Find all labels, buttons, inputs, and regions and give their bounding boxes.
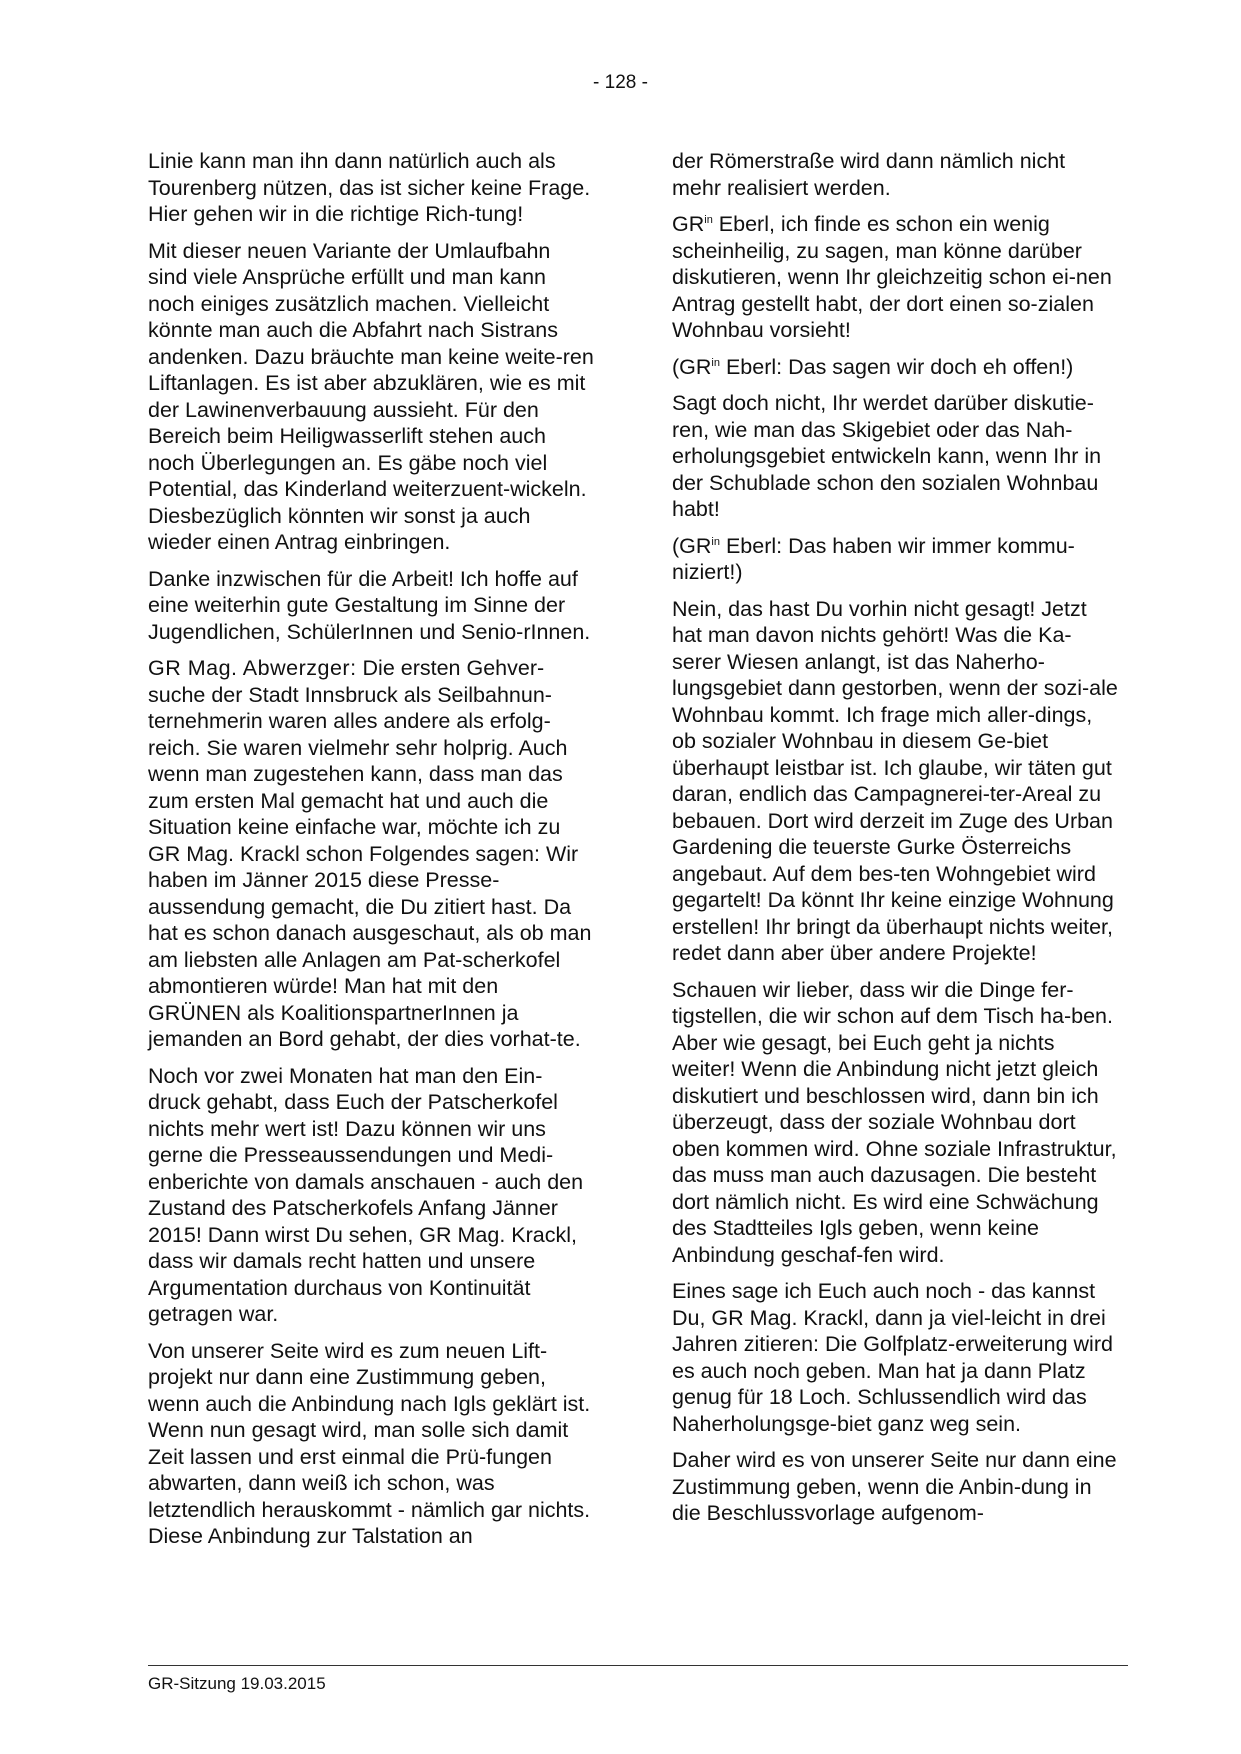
paragraph: Danke inzwischen für die Arbeit! Ich hoffe auf eine weiterhin gute Gestaltung im Sinne der Jugendlichen, SchülerInnen und Senio-rInnen. bbox=[148, 566, 591, 644]
interjection bbox=[672, 354, 1118, 381]
speech-text: Eberl: Das haben wir immer kommu-niziert!) bbox=[672, 533, 1075, 584]
speaker-prefix: GR bbox=[672, 212, 705, 236]
interjection bbox=[672, 533, 1118, 586]
paragraph: Eines sage ich Euch auch noch - das kannst Du, GR Mag. Krackl, dann ja viel-leicht in drei Jahren zitieren: Die Golfplatz-erweiterung wird es auch noch geben. Man hat ja dann Platz genug für 18 Loch. Schlussendlich wird das Naherholungsge-biet ganz weg sein. bbox=[672, 1279, 1113, 1436]
paragraph: Schauen wir lieber, dass wir die Dinge fer-tigstellen, die wir schon auf dem Tisch ha-ben. Aber wie gesagt, bei Euch geht ja nichts weiter! Wenn die Anbindung nicht jetzt gleich diskutiert und beschlossen wird, dann bin ich überzeugt, dass der soziale Wohnbau dort oben kommen wird. Ohne soziale Infrastruktur, das muss man auch dazusagen. Die besteht dort nämlich nicht. Es wird eine Schwächung des Stadtteiles Igls geben, wenn keine Anbindung geschaf-fen wird. bbox=[672, 977, 1117, 1267]
speaker-prefix: (GR bbox=[672, 533, 712, 558]
right-column bbox=[672, 148, 1118, 1537]
superscript: in bbox=[704, 213, 713, 226]
paragraph bbox=[148, 655, 594, 1053]
left-column bbox=[148, 148, 594, 1560]
footer-text: GR-Sitzung 19.03.2015 bbox=[148, 1674, 326, 1693]
paragraph: Von unserer Seite wird es zum neuen Lift-projekt nur dann eine Zustimmung geben, wenn auch die Anbindung nach Igls geklärt ist. Wenn nun gesagt wird, man solle sich damit Zeit lassen und erst einmal die Prü-fungen abwarten, dann weiß ich schon, was letztendlich herauskommt - nämlich gar nichts. Diese Anbindung zur Talstation an bbox=[148, 1338, 591, 1548]
speech-text: Eberl: Das sagen wir doch eh offen!) bbox=[719, 354, 1074, 379]
paragraph: Mit dieser neuen Variante der Umlaufbahn sind viele Ansprüche erfüllt und man kann noch einiges zusätzlich machen. Vielleicht könnte man auch die Abfahrt nach Sistrans andenken. Dazu bräuchte man keine weite-ren Liftanlagen. Es ist aber abzuklären, wie es mit der Lawinenverbauung aussieht. Für den Bereich beim Heiligwasserlift stehen auch noch Überlegungen an. Es gäbe noch viel Potential, das Kinderland weiterzuent-wickeln. Diesbezüglich könnten wir sonst ja auch wieder einen Antrag einbringen. bbox=[148, 238, 594, 554]
page-number: - 128 - bbox=[593, 72, 648, 93]
paragraph: Daher wird es von unserer Seite nur dann eine Zustimmung geben, wenn die Anbin-dung in die Beschlussvorlage aufgenom- bbox=[672, 1448, 1117, 1525]
paragraph: Linie kann man ihn dann natürlich auch als Tourenberg nützen, das ist sicher keine Frage. Hier gehen wir in die richtige Rich-tung! bbox=[148, 149, 591, 226]
speech-text: Eberl, ich finde es schon ein wenig scheinheilig, zu sagen, man könne darüber diskutieren, wenn Ihr gleichzeitig schon ei-nen Antrag gestellt habt, der dort einen so-zialen Wohnbau vorsieht! bbox=[672, 212, 1112, 342]
paragraph: der Römerstraße wird dann nämlich nicht mehr realisiert werden. bbox=[672, 149, 1066, 200]
superscript: in bbox=[711, 535, 720, 548]
paragraph: Nein, das hast Du vorhin nicht gesagt! Jetzt hat man davon nichts gehört! Was die Ka-serer Wiesen anlangt, ist das Naherho-lungsgebiet dann gestorben, wenn der sozi-ale Wohnbau kommt. Ich frage mich aller-dings, ob sozialer Wohnbau in diesem Ge-biet überhaupt leistbar ist. Ich glaube, wir täten gut daran, endlich das Campagnerei-ter-Areal zu bebauen. Dort wird derzeit im Zuge des Urban Gardening die teuerste Gurke Österreichs angebaut. Auf dem bes-ten Wohngebiet wird gegartelt! Da könnt Ihr keine einzige Wohnung erstellen! Ihr bringt da überhaupt nichts weiter, redet dann aber über andere Projekte! bbox=[672, 596, 1118, 965]
speaker-prefix: (GR bbox=[672, 354, 712, 379]
speaker-name: GR Mag. Abwerzger: bbox=[148, 656, 357, 680]
paragraph: Noch vor zwei Monaten hat man den Ein-druck gehabt, dass Euch der Patscherkofel nichts mehr wert ist! Dazu können wir uns gerne die Presseaussendungen und Medi-enberichte von damals anschauen - auch den Zustand des Patscherkofels Anfang Jänner 2015! Dann wirst Du sehen, GR Mag. Krackl, dass wir damals recht hatten und unsere Argumentation durchaus von Kontinuität getragen war. bbox=[148, 1063, 584, 1326]
superscript: in bbox=[711, 356, 720, 369]
footer-divider bbox=[148, 1665, 1128, 1666]
speech-text: Die ersten Gehver-suche der Stadt Innsbruck als Seilbahnun-ternehmerin waren alles andere als erfolg-reich. Sie waren vielmehr sehr holprig. Auch wenn man zugestehen kann, dass man das zum ersten Mal gemacht hat und auch die Situation keine einfache war, möchte ich zu GR Mag. Krackl schon Folgendes sagen: Wir haben im Jänner 2015 diese Presse-aussendung gemacht, die Du zitiert hast. Da hat es schon danach ausgeschaut, als ob man am liebsten alle Anlagen am Pat-scherkofel abmontieren würde! Man hat mit den GRÜNEN als KoalitionspartnerInnen ja jemanden an Bord gehabt, der dies vorhat-te. bbox=[148, 656, 592, 1051]
paragraph: Sagt doch nicht, Ihr werdet darüber diskutie-ren, wie man das Skigebiet oder das Nah-erholungsgebiet entwickeln kann, wenn Ihr in der Schublade schon den sozialen Wohnbau habt! bbox=[672, 391, 1102, 521]
paragraph bbox=[672, 211, 1118, 344]
